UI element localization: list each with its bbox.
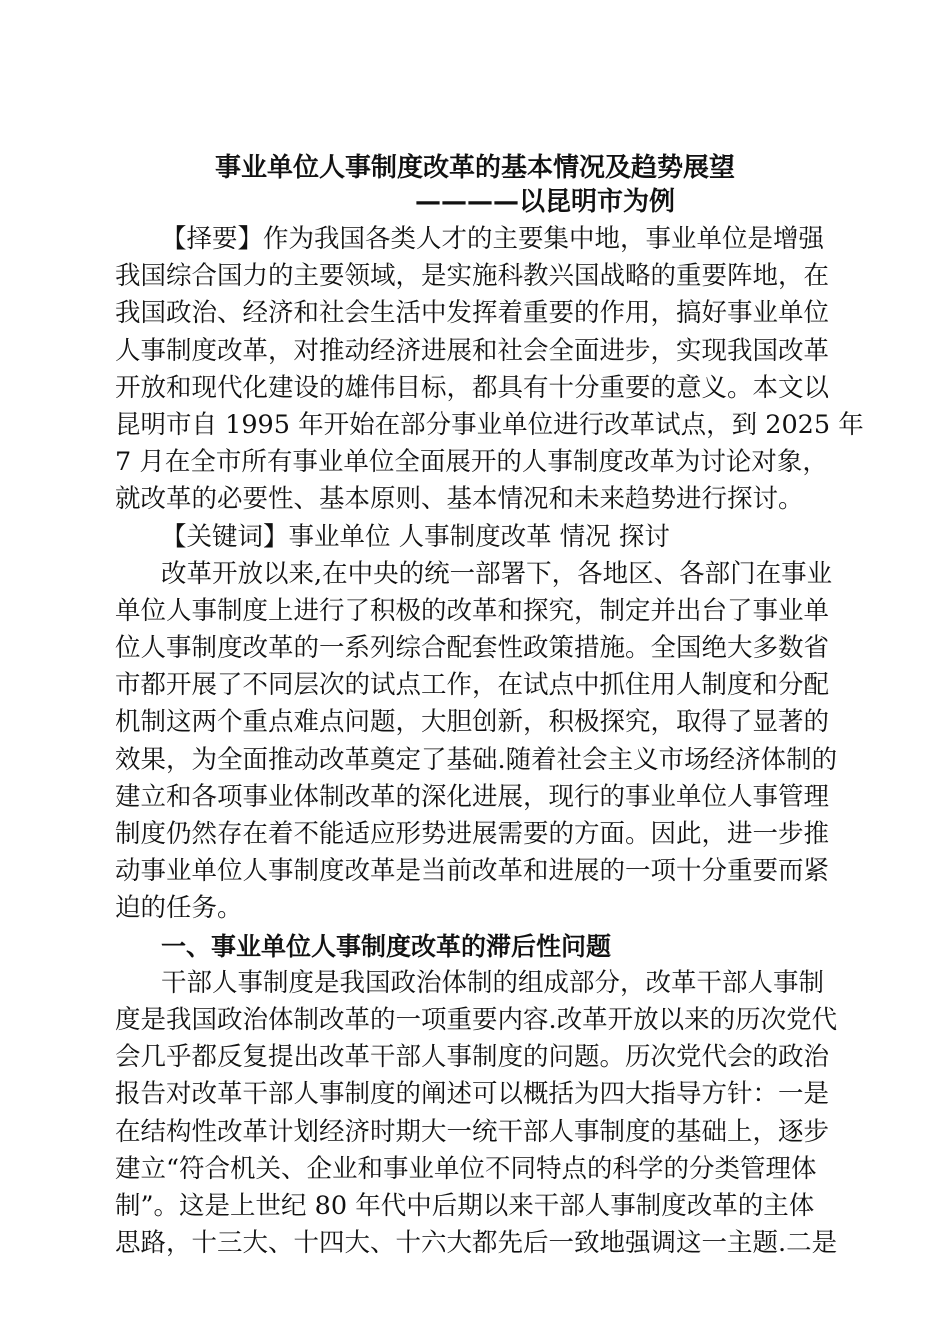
paragraph-line: 制”。这是上世纪 80 年代中后期以来干部人事制度改革的主体 bbox=[115, 1190, 815, 1221]
paragraph-line: 制度仍然存在着不能适应形势进展需要的方面。因此，进一步推 bbox=[115, 819, 830, 849]
paragraph-line: 改革开放以来,在中央的统一部署下，各地区、各部门在事业 bbox=[161, 558, 833, 589]
paragraph-line: 会几乎都反复提出改革干部人事制度的问题。历次党代会的政治 bbox=[115, 1042, 830, 1073]
abstract-line: 开放和现代化建设的雄伟目标，都具有十分重要的意义。本文以 bbox=[115, 372, 830, 403]
abstract-line: 就改革的必要性、基本原则、基本情况和未来趋势进行探讨。 bbox=[115, 484, 804, 515]
abstract-line: 7 月在全市所有事业单位全面展开的人事制度改革为讨论对象， bbox=[115, 447, 828, 478]
paragraph-line: 效果，为全面推动改革奠定了基础.随着社会主义市场经济体制的 bbox=[115, 744, 838, 775]
abstract-line: 我国综合国力的主要领域，是实施科教兴国战略的重要阵地，在 bbox=[115, 261, 830, 292]
abstract-line: 昆明市自 1995 年开始在部分事业单位进行改革试点，到 2025 年 bbox=[115, 409, 864, 440]
abstract-line: 【择要】作为我国各类人才的主要集中地，事业单位是增强 bbox=[161, 224, 825, 254]
keywords-line: 【关键词】事业单位 人事制度改革 情况 探讨 bbox=[161, 521, 670, 552]
document-body bbox=[115, 221, 864, 1262]
abstract-line: 我国政治、经济和社会生活中发挥着重要的作用，搞好事业单位 bbox=[115, 298, 830, 329]
paragraph-line: 干部人事制度是我国政治体制的组成部分，改革干部人事制 bbox=[161, 967, 825, 998]
paragraph-line: 机制这两个重点难点问题，大胆创新，积极探究，取得了显著的 bbox=[115, 707, 830, 738]
paragraph-line: 在结构性改革计划经济时期大一统干部人事制度的基础上，逐步 bbox=[115, 1116, 830, 1147]
paragraph-line: 位人事制度改革的一系列综合配套性政策措施。全国绝大多数省 bbox=[115, 633, 830, 664]
paragraph-line: 市都开展了不同层次的试点工作，在试点中抓住用人制度和分配 bbox=[115, 670, 830, 701]
paragraph-line: 迫的任务。 bbox=[115, 893, 243, 924]
paragraph-line: 度是我国政治体制改革的一项重要内容.改革开放以来的历次党代 bbox=[115, 1004, 838, 1035]
paragraph-line: 思路，十三大、十四大、十六大都先后一致地强调这一主题.二是 bbox=[115, 1228, 838, 1259]
document-title: 事业单位人事制度改革的基本情况及趋势展望 bbox=[214, 153, 735, 183]
abstract-line: 人事制度改革，对推动经济进展和社会全面进步，实现我国改革 bbox=[115, 335, 830, 366]
paragraph-line: 报告对改革干部人事制度的阐述可以概括为四大指导方针：一是 bbox=[115, 1079, 830, 1110]
paragraph-line: 动事业单位人事制度改革是当前改革和进展的一项十分重要而紧 bbox=[115, 856, 830, 887]
paragraph-line: 建立“符合机关、企业和事业单位不同特点的科学的分类管理体 bbox=[115, 1153, 817, 1184]
paragraph-line: 建立和各项事业体制改革的深化进展，现行的事业单位人事管理 bbox=[115, 781, 830, 812]
document-subtitle: ————以昆明市为例 bbox=[415, 187, 676, 217]
paragraph-line: 单位人事制度上进行了积极的改革和探究，制定并出台了事业单 bbox=[115, 595, 830, 626]
section-heading: 一、事业单位人事制度改革的滞后性问题 bbox=[161, 931, 612, 961]
